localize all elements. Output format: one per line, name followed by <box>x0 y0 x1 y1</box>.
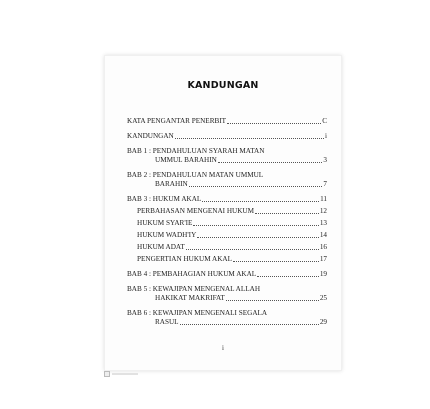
toc-entry-bab-3 <box>127 195 327 204</box>
toc-entry-bab-5 <box>127 285 327 303</box>
toc-entry-label: BAB 2 : PENDAHULUAN MATAN UMMUL <box>127 171 264 179</box>
toc-entry-bab-4 <box>127 270 327 279</box>
toc-entry-hukum-wadhiy <box>127 231 327 240</box>
toc-entry-page: i <box>325 132 327 140</box>
toc-entry-label: BAB 4 : PEMBAHAGIAN HUKUM AKAL <box>127 270 257 278</box>
dot-leader <box>255 213 319 214</box>
dot-leader <box>175 138 324 139</box>
dot-leader <box>233 261 319 262</box>
toc-entry-continuation <box>127 318 327 327</box>
toc-entry-label: HUKUM WADH'IY <box>137 231 197 239</box>
toc-entry-label: KATA PENGANTAR PENERBIT <box>127 117 227 125</box>
dot-leader <box>189 186 323 187</box>
toc-entry-pengertian <box>127 255 327 264</box>
toc-entry-page: 19 <box>319 270 327 278</box>
toc-entry-label: HUKUM ADAT <box>137 243 185 251</box>
toc-entry-page: 3 <box>323 156 327 164</box>
page-folio: i <box>222 344 224 352</box>
toc-entry-label-2: UMMUL BARAHIN <box>155 156 217 164</box>
toc-entry-kandungan <box>127 132 327 141</box>
toc-entry-page: 25 <box>319 294 327 302</box>
toc-entry-label: PERBAHASAN MENGENAI HUKUM <box>137 207 255 215</box>
toc-entry-label-2: RASUL <box>155 318 179 326</box>
toc-entry-label-2: BARAHIN <box>155 180 188 188</box>
dot-leader <box>257 276 319 277</box>
book-page <box>104 55 342 371</box>
dot-leader <box>186 249 319 250</box>
toc-entry-page: 11 <box>320 195 327 203</box>
toc-entry-continuation <box>127 294 327 303</box>
toc-entry-label: BAB 5 : KEWAJIPAN MENGENAL ALLAH <box>127 285 261 293</box>
dot-leader <box>227 123 321 124</box>
toc-entry-page: 13 <box>319 219 327 227</box>
dot-leader <box>218 162 323 163</box>
toc-entry-continuation <box>127 180 327 189</box>
scan-bar <box>112 373 138 375</box>
toc-entry-label: BAB 6 : KEWAJIPAN MENGENALI SEGALA <box>127 309 268 317</box>
dot-leader <box>197 237 319 238</box>
toc-entry-page: 17 <box>319 255 327 263</box>
scan-artifact <box>104 371 140 376</box>
toc-entry-page: 12 <box>319 207 327 215</box>
toc-entry-bab-1 <box>127 147 327 165</box>
toc-entry-perbahasan <box>127 207 327 216</box>
toc-entry-hukum-syarie <box>127 219 327 228</box>
toc-entry-label: BAB 3 : HUKUM AKAL <box>127 195 202 203</box>
toc-entry-label-2: HAKIKAT MAKRIFAT <box>155 294 225 302</box>
toc-entry-page: 29 <box>319 318 327 326</box>
toc-entry-page: 7 <box>323 180 327 188</box>
toc-entry-label: KANDUNGAN <box>127 132 174 140</box>
dot-leader <box>202 201 319 202</box>
toc-entry-page: C <box>322 117 327 125</box>
toc-entry-label: PENGERTIAN HUKUM AKAL <box>137 255 232 263</box>
toc-entry-hukum-adat <box>127 243 327 252</box>
page-title: KANDUNGAN <box>187 80 259 91</box>
dot-leader <box>180 324 319 325</box>
toc-entry-continuation <box>127 156 327 165</box>
toc-entry-bab-6 <box>127 309 327 327</box>
toc-entry-page: 14 <box>319 231 327 239</box>
toc-entry-page: 16 <box>319 243 327 251</box>
dot-leader <box>193 225 318 226</box>
table-of-contents <box>127 117 327 327</box>
toc-entry-kata-pengantar <box>127 117 327 126</box>
scan-square-icon <box>104 371 110 377</box>
dot-leader <box>226 300 319 301</box>
toc-entry-label: HUKUM SYAR'IE <box>137 219 193 227</box>
toc-entry-bab-2 <box>127 171 327 189</box>
toc-entry-label: BAB 1 : PENDAHULUAN SYARAH MATAN <box>127 147 265 155</box>
